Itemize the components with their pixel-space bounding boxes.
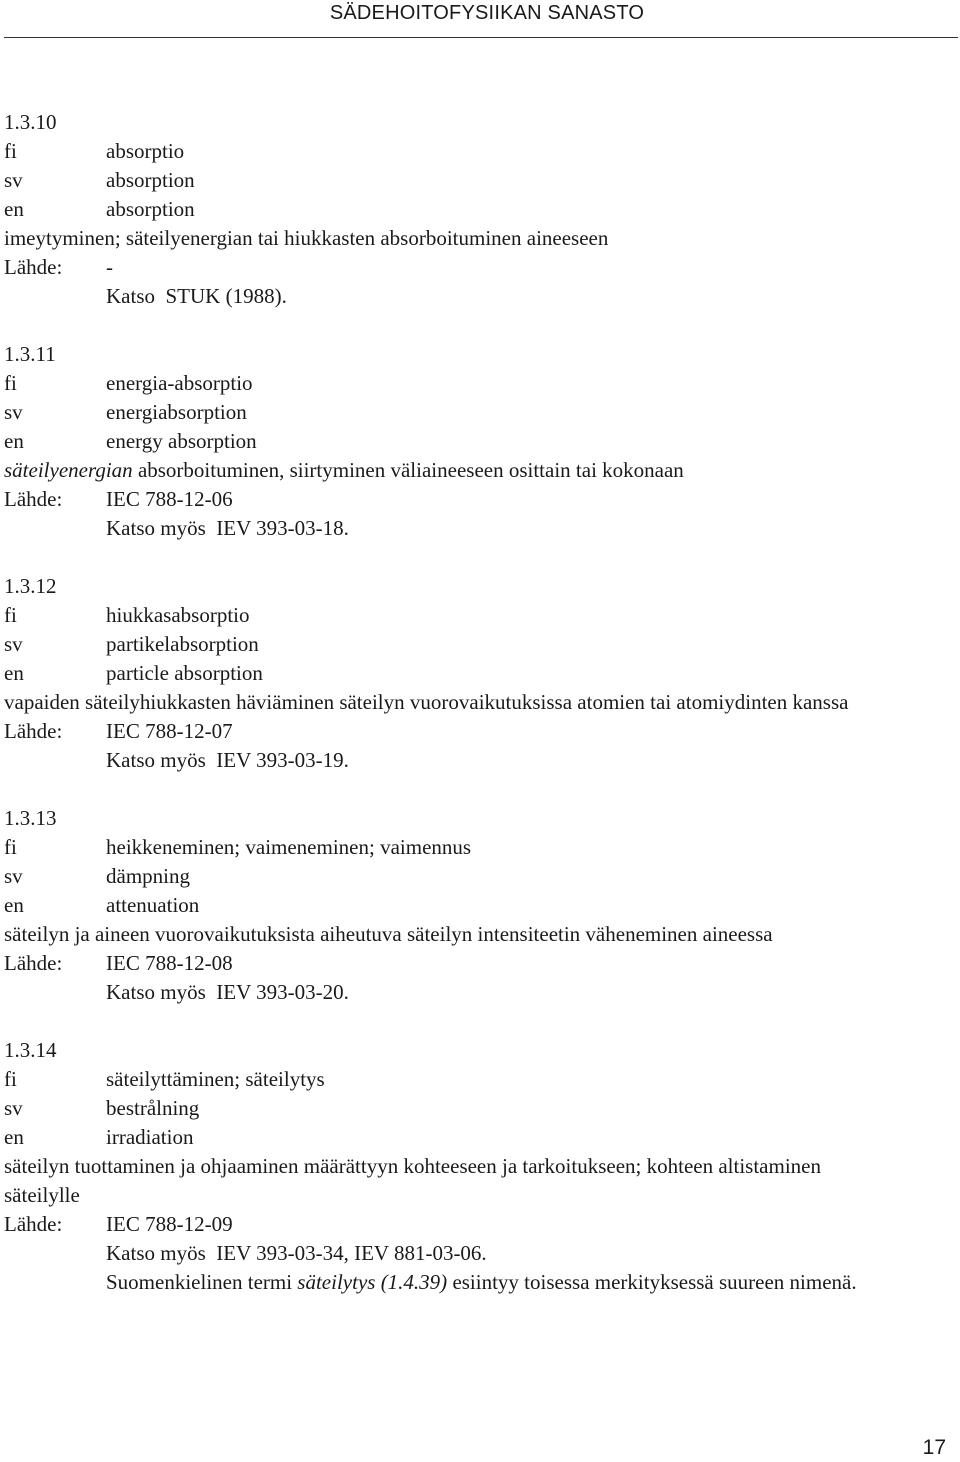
term-row-fi	[4, 601, 954, 630]
lang-code: sv	[4, 400, 23, 424]
lang-code: fi	[4, 835, 17, 859]
term-row-sv	[4, 166, 954, 195]
entry-number: 1.3.12	[4, 574, 57, 598]
entry-number: 1.3.13	[4, 806, 57, 830]
source-value: -	[106, 255, 113, 279]
note-text: Suomenkielinen termi	[106, 1270, 298, 1294]
lang-code: fi	[4, 139, 17, 163]
source-row	[4, 949, 954, 978]
source-row	[4, 253, 954, 282]
lang-code: sv	[4, 864, 23, 888]
page-number: 17	[922, 1436, 946, 1459]
note: Katso myös IEV 393-03-19.	[106, 748, 349, 772]
definition-text: absorboituminen, siirtyminen väliaineeseen osittain tai kokonaan	[132, 458, 684, 482]
term: attenuation	[106, 893, 200, 917]
source-row	[4, 485, 954, 514]
term-row-sv	[4, 1094, 954, 1123]
source-row	[4, 717, 954, 746]
page-header-title: SÄDEHOITOFYSIIKAN SANASTO	[329, 2, 645, 24]
lang-code: en	[4, 197, 24, 221]
note: Katso STUK (1988).	[106, 284, 287, 308]
page-header	[0, 0, 960, 40]
definition: säteilyn tuottaminen ja ohjaaminen määrättyyn kohteeseen ja tarkoitukseen; kohteen altistaminen säteilylle	[4, 1154, 821, 1207]
lang-code: en	[4, 1125, 24, 1149]
note-text: esiintyy toisessa merkityksessä suureen nimenä.	[447, 1270, 857, 1294]
term: dämpning	[106, 864, 190, 888]
term: hiukkasabsorptio	[106, 603, 250, 627]
lang-code: fi	[4, 371, 17, 395]
source-label: Lähde:	[4, 487, 63, 511]
definition	[4, 456, 954, 485]
glossary-entry	[4, 108, 954, 311]
glossary-entry	[4, 1036, 954, 1297]
term-row-sv	[4, 398, 954, 427]
term-row-sv	[4, 630, 954, 659]
term-row-en	[4, 427, 954, 456]
source-row	[4, 1210, 954, 1239]
source-label: Lähde:	[4, 951, 63, 975]
glossary-entries	[4, 108, 954, 1326]
term: energiabsorption	[106, 400, 247, 424]
term-row-sv	[4, 862, 954, 891]
note: Katso myös IEV 393-03-18.	[106, 516, 349, 540]
term-row-fi	[4, 369, 954, 398]
lang-code: sv	[4, 632, 23, 656]
note: Katso myös IEV 393-03-34, IEV 881-03-06.	[106, 1241, 487, 1265]
term: absorption	[106, 168, 195, 192]
term: absorption	[106, 197, 195, 221]
source-value: IEC 788-12-09	[106, 1212, 233, 1236]
lang-code: sv	[4, 168, 23, 192]
lang-code: en	[4, 893, 24, 917]
note: Katso myös IEV 393-03-20.	[106, 980, 349, 1004]
entry-number: 1.3.14	[4, 1038, 57, 1062]
term-row-en	[4, 195, 954, 224]
definition: säteilyn ja aineen vuorovaikutuksista aiheutuva säteilyn intensiteetin väheneminen aineessa	[4, 922, 773, 946]
source-label: Lähde:	[4, 1212, 63, 1236]
lang-code: fi	[4, 603, 17, 627]
glossary-entry	[4, 340, 954, 543]
lang-code: sv	[4, 1096, 23, 1120]
term: partikelabsorption	[106, 632, 259, 656]
source-value: IEC 788-12-06	[106, 487, 233, 511]
term: energy absorption	[106, 429, 257, 453]
term: bestrålning	[106, 1096, 200, 1120]
term-row-en	[4, 1123, 954, 1152]
definition: imeytyminen; säteilyenergian tai hiukkasten absorboituminen aineeseen	[4, 226, 609, 250]
term-row-fi	[4, 833, 954, 862]
glossary-entry	[4, 804, 954, 1007]
source-label: Lähde:	[4, 719, 63, 743]
entry-number: 1.3.11	[4, 342, 56, 366]
lang-code: en	[4, 661, 24, 685]
source-value: IEC 788-12-07	[106, 719, 233, 743]
source-value: IEC 788-12-08	[106, 951, 233, 975]
term: heikkeneminen; vaimeneminen; vaimennus	[106, 835, 472, 859]
term: energia-absorptio	[106, 371, 253, 395]
note	[4, 1268, 906, 1297]
header-divider	[4, 37, 958, 38]
definition-italic-term: säteilyenergian	[4, 458, 133, 482]
term: irradiation	[106, 1125, 194, 1149]
term-row-fi	[4, 137, 954, 166]
definition: vapaiden säteilyhiukkasten häviäminen säteilyn vuorovaikutuksissa atomien tai atomiydinten kanssa	[4, 690, 849, 714]
term-row-en	[4, 891, 954, 920]
term: particle absorption	[106, 661, 263, 685]
note-italic-term: säteilytys (1.4.39)	[297, 1270, 448, 1294]
lang-code: fi	[4, 1067, 17, 1091]
glossary-entry	[4, 572, 954, 775]
term: säteilyttäminen; säteilytys	[106, 1067, 325, 1091]
lang-code: en	[4, 429, 24, 453]
entry-number: 1.3.10	[4, 110, 57, 134]
source-label: Lähde:	[4, 255, 63, 279]
term-row-en	[4, 659, 954, 688]
term: absorptio	[106, 139, 185, 163]
term-row-fi	[4, 1065, 954, 1094]
